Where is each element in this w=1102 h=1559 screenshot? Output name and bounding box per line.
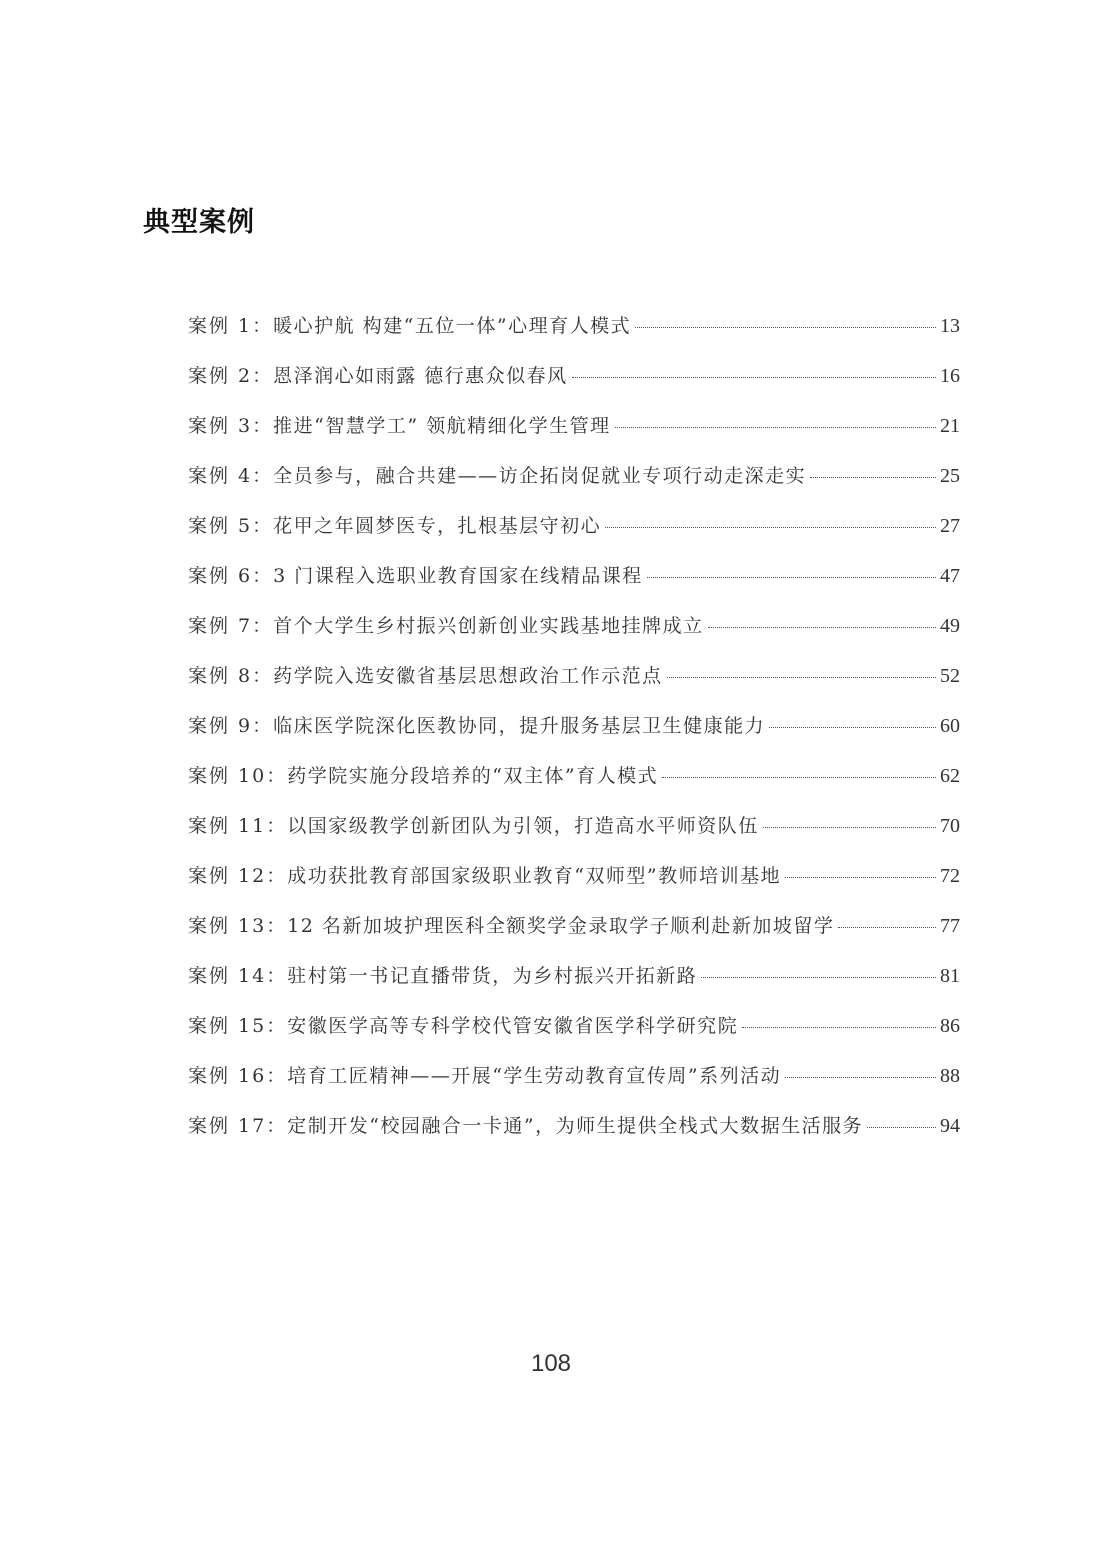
toc-entry-page: 86 [940, 1015, 960, 1037]
toc-entry-page: 49 [940, 615, 960, 637]
toc-entry-page: 77 [940, 915, 960, 937]
toc-entry-label: 案例 10： [188, 765, 288, 787]
toc-entry-label: 案例 12： [188, 865, 288, 887]
toc-entry[interactable] [188, 461, 960, 511]
toc-entry-label: 案例 15： [188, 1015, 288, 1037]
toc-entry-title: 以国家级教学创新团队为引领，打造高水平师资队伍 [287, 815, 759, 837]
toc-entry[interactable] [188, 361, 960, 411]
toc-entry[interactable] [188, 411, 960, 461]
toc-entry[interactable] [188, 1061, 960, 1111]
table-of-contents [188, 311, 960, 1161]
page-number: 108 [530, 1350, 572, 1377]
toc-entry-label: 案例 5： [188, 515, 274, 537]
toc-entry-title: 药学院入选安徽省基层思想政治工作示范点 [273, 665, 663, 687]
toc-entry[interactable] [188, 1011, 960, 1061]
toc-entry-title: 培育工匠精神——开展“学生劳动教育宣传周”系列活动 [287, 1065, 782, 1087]
toc-entry[interactable] [188, 561, 960, 611]
toc-entry-label: 案例 3： [188, 415, 274, 437]
toc-entry[interactable] [188, 961, 960, 1011]
toc-entry-label: 案例 1： [188, 315, 274, 337]
toc-entry-page: 88 [940, 1065, 960, 1087]
toc-entry-label: 案例 8： [188, 665, 274, 687]
dot-leader [605, 527, 936, 528]
toc-entry-title: 暖心护航 构建“五位一体”心理育人模式 [273, 315, 632, 337]
toc-entry[interactable] [188, 861, 960, 911]
toc-entry-page: 47 [940, 565, 960, 587]
toc-entry-label: 案例 13： [188, 915, 288, 937]
toc-entry-page: 16 [940, 365, 960, 387]
toc-entry-title: 3 门课程入选职业教育国家在线精品课程 [273, 565, 643, 587]
toc-entry[interactable] [188, 311, 960, 361]
toc-entry-title: 全员参与，融合共建——访企拓岗促就业专项行动走深走实 [273, 465, 807, 487]
toc-entry[interactable] [188, 1111, 960, 1161]
toc-entry-page: 13 [940, 315, 960, 337]
toc-entry-page: 52 [940, 665, 960, 687]
toc-entry-title: 药学院实施分段培养的“双主体”育人模式 [287, 765, 659, 787]
toc-entry[interactable] [188, 911, 960, 961]
dot-leader [763, 827, 936, 828]
toc-entry-title: 推进“智慧学工” 领航精细化学生管理 [273, 415, 611, 437]
toc-entry-label: 案例 6： [188, 565, 274, 587]
toc-entry-page: 25 [940, 465, 960, 487]
toc-entry[interactable] [188, 711, 960, 761]
dot-leader [742, 1027, 936, 1028]
dot-leader [615, 427, 936, 428]
toc-entry[interactable] [188, 511, 960, 561]
dot-leader [662, 777, 936, 778]
toc-entry-label: 案例 2： [188, 365, 274, 387]
toc-entry-page: 81 [940, 965, 960, 987]
dot-leader [667, 677, 936, 678]
toc-entry[interactable] [188, 661, 960, 711]
toc-entry-title: 成功获批教育部国家级职业教育“双师型”教师培训基地 [287, 865, 782, 887]
dot-leader [708, 627, 936, 628]
toc-entry-label: 案例 9： [188, 715, 274, 737]
toc-entry-title: 临床医学院深化医教协同，提升服务基层卫生健康能力 [273, 715, 766, 737]
dot-leader [785, 1077, 936, 1078]
toc-entry-title: 12 名新加坡护理医科全额奖学金录取学子顺利赴新加坡留学 [287, 915, 835, 937]
toc-entry[interactable] [188, 761, 960, 811]
toc-entry-page: 62 [940, 765, 960, 787]
toc-entry-title: 定制开发“校园融合一卡通”，为师生提供全栈式大数据生活服务 [287, 1115, 864, 1137]
toc-entry-page: 27 [940, 515, 960, 537]
toc-entry-title: 首个大学生乡村振兴创新创业实践基地挂牌成立 [273, 615, 704, 637]
toc-entry-label: 案例 11： [188, 815, 288, 837]
dot-leader [647, 577, 936, 578]
toc-entry-label: 案例 17： [188, 1115, 288, 1137]
toc-entry-page: 60 [940, 715, 960, 737]
dot-leader [810, 477, 936, 478]
dot-leader [867, 1127, 936, 1128]
toc-entry-page: 21 [940, 415, 960, 437]
toc-entry-label: 案例 14： [188, 965, 288, 987]
dot-leader [769, 727, 936, 728]
toc-entry-label: 案例 7： [188, 615, 274, 637]
toc-entry-title: 驻村第一书记直播带货，为乡村振兴开拓新路 [287, 965, 698, 987]
section-title: 典型案例 [143, 207, 255, 238]
dot-leader [838, 927, 936, 928]
toc-entry-title: 花甲之年圆梦医专，扎根基层守初心 [273, 515, 602, 537]
toc-entry-page: 72 [940, 865, 960, 887]
toc-entry-title: 恩泽润心如雨露 德行惠众似春风 [273, 365, 568, 387]
dot-leader [701, 977, 936, 978]
dot-leader [785, 877, 936, 878]
toc-entry[interactable] [188, 811, 960, 861]
toc-entry-page: 70 [940, 815, 960, 837]
dot-leader [635, 327, 936, 328]
dot-leader [572, 377, 936, 378]
toc-entry[interactable] [188, 611, 960, 661]
toc-entry-page: 94 [940, 1115, 960, 1137]
toc-entry-title: 安徽医学高等专科学校代管安徽省医学科学研究院 [287, 1015, 739, 1037]
toc-entry-label: 案例 16： [188, 1065, 288, 1087]
toc-entry-label: 案例 4： [188, 465, 274, 487]
